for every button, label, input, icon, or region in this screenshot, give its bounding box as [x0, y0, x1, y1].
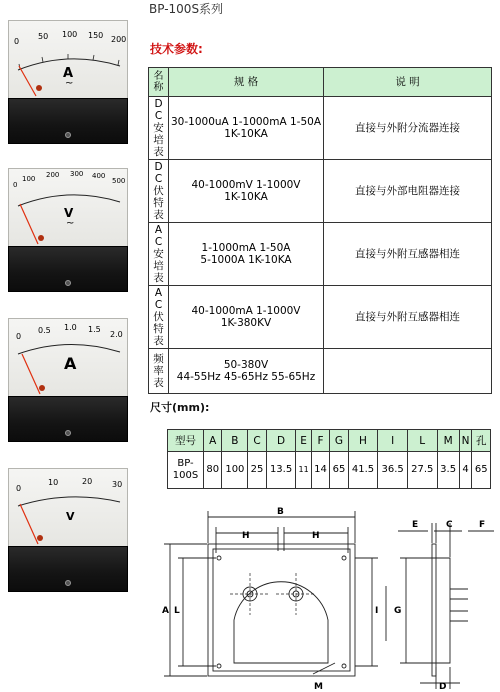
- dims-value: 41.5: [348, 452, 378, 489]
- row-category: A C 安 培 表: [149, 223, 169, 286]
- dims-value: 11: [296, 452, 311, 489]
- zero-adjust-screw: [65, 132, 71, 138]
- row-category: A C 伏 特 表: [149, 286, 169, 349]
- tech-params-heading: 技术参数:: [150, 42, 203, 56]
- dims-value: 3.5: [437, 452, 459, 489]
- dims-header: E: [296, 430, 311, 452]
- dims-value: 65: [330, 452, 348, 489]
- dims-model: BP-100S: [168, 452, 204, 489]
- dim-label-I: I: [375, 606, 379, 616]
- row-category: 频 率 表: [149, 349, 169, 394]
- row-note: 直接与外附分流器连接: [324, 97, 492, 160]
- dims-header: L: [407, 430, 437, 452]
- dim-label-B: B: [277, 507, 284, 517]
- dims-header: A: [204, 430, 222, 452]
- table-row: [149, 160, 492, 223]
- table-row: [149, 223, 492, 286]
- row-note: 直接与外附互感器相连: [324, 286, 492, 349]
- dims-header: C: [248, 430, 266, 452]
- dimension-drawing: [150, 503, 500, 692]
- spec-line: 1K-380KV: [220, 317, 272, 329]
- row-note: 直接与外附互感器相连: [324, 223, 492, 286]
- spec-line: 30-1000uA 1-1000mA 1-50A: [171, 116, 321, 128]
- spec-line: 1K-10KA: [224, 191, 268, 203]
- row-category: D C 伏 特 表: [149, 160, 169, 223]
- meter-needle: [22, 354, 40, 394]
- zero-adjust-screw: [65, 280, 71, 286]
- spec-line: 40-1000mA 1-1000V: [191, 305, 301, 317]
- meter-unit: A: [64, 354, 77, 373]
- row-note: [324, 349, 492, 394]
- meter-unit: V: [64, 206, 74, 220]
- dims-value: 4: [459, 452, 472, 489]
- dims-header: H: [348, 430, 378, 452]
- dims-header: F: [311, 430, 329, 452]
- header-spec: 规 格: [169, 68, 324, 97]
- row-note: 直接与外部电阻器连接: [324, 160, 492, 223]
- dims-value: 100: [222, 452, 248, 489]
- dims-header-row: [168, 430, 491, 452]
- dims-value: 25: [248, 452, 266, 489]
- dim-label-F: F: [479, 520, 486, 530]
- dims-header: D: [266, 430, 296, 452]
- dims-value-row: [168, 452, 491, 489]
- dims-header: M: [437, 430, 459, 452]
- dim-label-C: C: [446, 520, 453, 530]
- spec-line: 44-55Hz 45-65Hz 55-65Hz: [176, 371, 316, 383]
- dim-label-E: E: [412, 520, 419, 530]
- dims-value: 36.5: [378, 452, 408, 489]
- dims-heading: 尺寸(mm):: [150, 401, 210, 414]
- zero-adjust-screw: [65, 580, 71, 586]
- spec-line: 50-380V: [223, 359, 269, 371]
- dims-header: 孔: [472, 430, 491, 452]
- dims-value: 80: [204, 452, 222, 489]
- header-category: 名称: [149, 68, 169, 97]
- dims-value: 27.5: [407, 452, 437, 489]
- dims-table: [167, 429, 491, 489]
- dim-label-M: M: [314, 682, 323, 692]
- meter-needle: [19, 66, 36, 96]
- spec-line: 1K-10KA: [224, 128, 268, 140]
- dims-value: 13.5: [266, 452, 296, 489]
- table-row: [149, 349, 492, 394]
- meter-unit: A: [63, 66, 74, 81]
- spec-table-header: [149, 68, 492, 97]
- meter-needle: [20, 204, 38, 244]
- dims-header: 型号: [168, 430, 204, 452]
- dim-label-H: H: [312, 531, 320, 541]
- dim-label-A: A: [162, 606, 169, 616]
- dims-header: G: [330, 430, 348, 452]
- spec-line: 40-1000mV 1-1000V: [191, 179, 301, 191]
- table-row: [149, 286, 492, 349]
- dims-header: N: [459, 430, 472, 452]
- dim-label-G: G: [394, 606, 402, 616]
- header-note: 说 明: [324, 68, 492, 97]
- meter-dial: [8, 468, 128, 548]
- dims-header: B: [222, 430, 248, 452]
- dim-label-L: L: [174, 606, 180, 616]
- dim-label-D: D: [439, 682, 447, 692]
- meter-unit: V: [66, 510, 75, 523]
- dims-header: I: [378, 430, 408, 452]
- row-category: D C 安 培 表: [149, 97, 169, 160]
- meter-needle: [20, 504, 38, 544]
- spec-table: [148, 67, 492, 394]
- table-row: [149, 97, 492, 160]
- spec-line: 1-1000mA 1-50A: [201, 242, 291, 254]
- zero-adjust-screw: [65, 430, 71, 436]
- dim-label-H: H: [242, 531, 250, 541]
- dims-value: 14: [311, 452, 329, 489]
- page-title: BP-100S系列: [149, 2, 224, 16]
- spec-line: 5-1000A 1K-10KA: [200, 254, 292, 266]
- dims-value: 65: [472, 452, 491, 489]
